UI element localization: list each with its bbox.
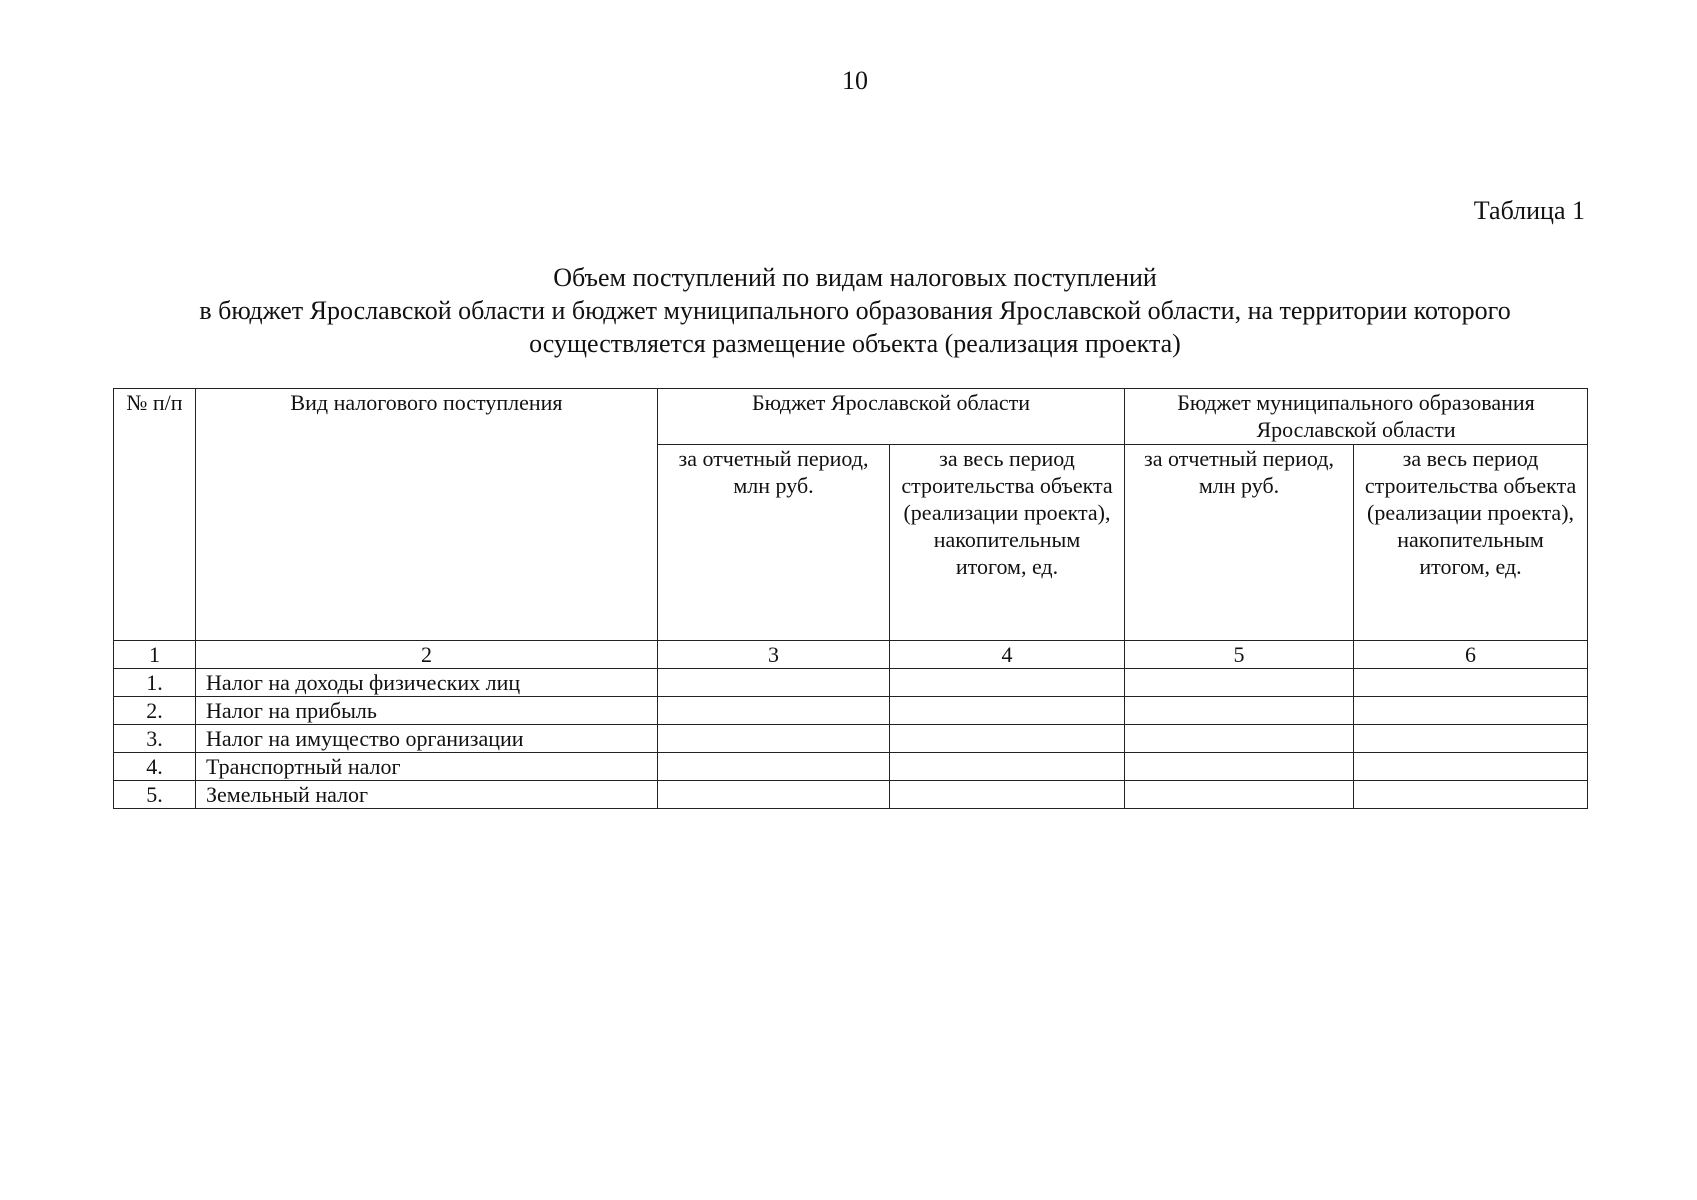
row-number: 4. [114,753,196,781]
row-cell [1125,781,1354,809]
row-number: 1. [114,669,196,697]
table-row [114,669,1588,697]
table-row [114,697,1588,725]
row-cell [658,697,890,725]
title-line: осуществляется размещение объекта (реализация проекта) [529,329,1181,358]
row-cell [1354,725,1588,753]
column-number: 4 [890,641,1125,669]
header-municipal-period: за отчетный период, млн руб. [1125,445,1354,641]
row-cell [890,725,1125,753]
column-number: 3 [658,641,890,669]
row-number: 5. [114,781,196,809]
row-cell [658,781,890,809]
column-number: 2 [196,641,658,669]
row-cell [1354,669,1588,697]
row-cell [890,753,1125,781]
row-tax-name: Налог на доходы физических лиц [196,669,658,697]
row-cell [1354,753,1588,781]
row-cell [1354,697,1588,725]
header-regional-period: за отчетный период, млн руб. [658,445,890,641]
row-cell [1125,753,1354,781]
column-number-row [114,641,1588,669]
header-tax-type: Вид налогового поступления [196,389,658,641]
table-header-row [114,389,1588,445]
row-tax-name: Налог на прибыль [196,697,658,725]
header-municipal-total: за весь период строительства объекта (реализации проекта), накопительным итогом, ед. [1354,445,1588,641]
header-num: № п/п [114,389,196,641]
row-cell [658,753,890,781]
column-number: 6 [1354,641,1588,669]
row-cell [890,697,1125,725]
header-regional-budget: Бюджет Ярославской области [658,389,1125,445]
row-tax-name: Земельный налог [196,781,658,809]
row-cell [1354,781,1588,809]
table-row [114,781,1588,809]
row-cell [890,669,1125,697]
column-number: 5 [1125,641,1354,669]
table-label: Таблица 1 [1473,196,1585,225]
row-tax-name: Транспортный налог [196,753,658,781]
row-tax-name: Налог на имущество организации [196,725,658,753]
header-regional-total: за весь период строительства объекта (реализации проекта), накопительным итогом, ед. [890,445,1125,641]
table-row [114,753,1588,781]
table-row [114,725,1588,753]
row-cell [658,669,890,697]
tax-revenue-table [113,388,1588,809]
row-number: 3. [114,725,196,753]
row-cell [1125,697,1354,725]
document-title [100,261,1610,360]
title-line: Объем поступлений по видам налоговых поступлений [553,263,1157,292]
page-number: 10 [842,66,868,95]
row-cell [1125,725,1354,753]
row-cell [890,781,1125,809]
header-municipal-budget: Бюджет муниципального образования Ярославской области [1125,389,1588,445]
row-cell [1125,669,1354,697]
row-number: 2. [114,697,196,725]
column-number: 1 [114,641,196,669]
row-cell [658,725,890,753]
title-line: в бюджет Ярославской области и бюджет муниципального образования Ярославской области, на территории которого [199,296,1511,325]
